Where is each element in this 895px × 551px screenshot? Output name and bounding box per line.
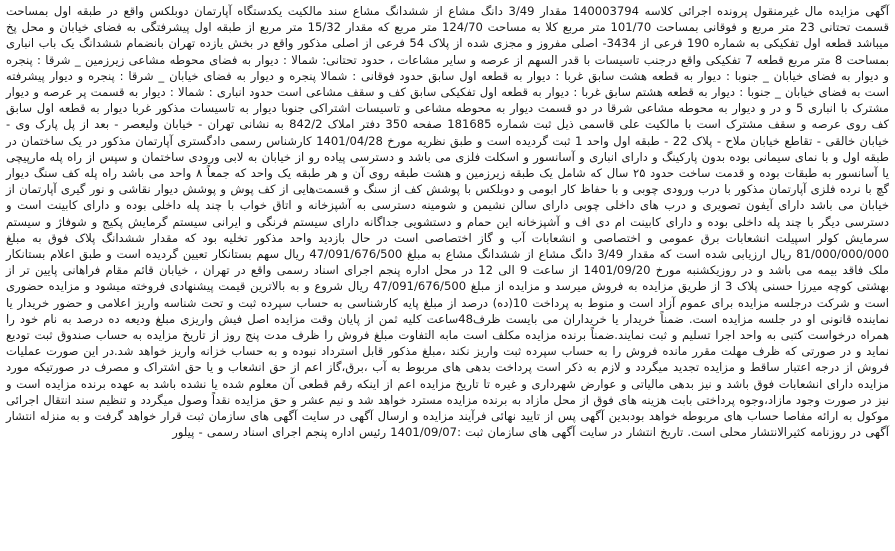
- auction-notice-body: آگهی مزایده مال غیرمنقول پرونده اجرائی کلاسه 140003794 مقدار 3/49 دانگ مشاع از ششدانگ مشاع سند مالکیت یکدستگاه آپارتمان دوبلکس واقع در طبقه اول بمساحت قسمت تحتانی 23 متر مربع و فوقانی بمساحت 101/70 متر مربع کلا به مساحت 124/70 متر مربع که مقدار 15/32 متر مربع از طبقه اول پیشرفتگی به فضای خیابان و محل پخ میباشد قطعه اول تفکیکی به شماره 190 فرعی از 3434- اصلی مفروز و مجزی شده از پلاک 54 فرعی از اصلی مذکور واقع در بخش یازده تهران بانضمام ششدانگ یک باب انباری بمساحت 8 متر مربع قطعه 7 تفکیکی واقع درجنب تاسیسات با قدر السهم از عرصه و سایر مشاعات ، حدود تحتانی: شمالا : دیوار به فضای محوطه مشاعی زیرزمین _ شرقا : پنجره و دیوار به فضای خیابان _ جنوبا : دیوار به قطعه هشت سابق غربا : دیوار به قطعه اول سابق حدود فوقانی : شمالا پنجره و دیوار به فضای خیابان _ شرقا : پنجره و دیوار پیشرفته است به فضای خیابان _ جنوبا : دیوار به قطعه هشتم سابق غربا : دیوار به قطعه اول تفکیکی سابق کف و سقف مشاعی است حدود انباری : شمالا : دیوار به قسمت پر عرصه و دیوار مشترک با انباری 5 و در و دیوار به محوطه مشاعی شرقا در دو قسمت دیوار به محوطه مشاعی و تاسیسات اشتراکی جنوبا دیوار به تاسیسات مذکور غربا دیوار به قطعه اول سابق کف روی عرصه و سقف مشترک است با مالکیت علی قاسمی ذیل ثبت شماره 181685 صفحه 350 دفتر املاک 842/2 به نشانی تهران - خیابان ولیعصر - بعد از پل پارک وی - خیابان خالقی - تقاطع خیابان ملاح - پلاک 22 - طبقه اول واحد 1 ثبت گردیده است و طبق نظریه مورخ 1401/04/28 کارشناس رسمی دادگستری آپارتمان مذکور در یک ساختمان در طبقه اول و با نمای سیمانی بوده بدون پارکینگ و دارای انباری و آسانسور و اسکلت فلزی می باشد و دسترسی پیاده رو از خیابان به لابی ورودی ساختمان و سپس از راه پله مارپیچی یا آسانسور به طبقات بوده و قدمت ساخت حدود ۲۵ سال که شامل یک طبقه زیرزمین و هشت طبقه روی آن و هر طبقه یک واحد که جمعاً ۸ واحد می باشد راه پله کف سنگ دیوار گچ با نرده فلزی آپارتمان مذکور با درب ورودی چوبی و با حفاظ کار ابومی و دوبلکس با پوشش کف از سنگ و قسمت‌هایی از کف پوش و پوشش دیوار نقاشی و نور گیری آپارتمان از خیابان می باشد دارای آیفون تصویری و درب های داخلی چوبی دارای سالن نشیمن و شومینه دسترسی به آشپزخانه و اتاق خواب با چند پله داخلی بوده و دارای کابینت است و دسترسی دیگر با چند پله داخلی بوده و دارای کابینت ام دی اف و آشپزخانه این حمام و دستشویی جداگانه دارای سیستم فرنگی و ایرانی سیستم گرمایش پکیج و شوفاژ و سیستم سرمایش کولر اسپیلت انشعابات برق عمومی و اختصاصی و انشعابات آب و گاز اختصاصی است در حال بازدید واحد مذکور تخلیه بود که مقدار ششدانگ پلاک فوق به مبلغ 81/000/000/000 ریال ارزیابی شده است که مقدار 3/49 دانگ مشاع از ششدانگ مشاع به مبلغ 47/091/676/500 ریال سهم بستانکار تعیین گردیده است و طبق اعلام بستانکار ملک فاقد بیمه می باشد و در روزیکشنبه مورخ 1401/09/20 از ساعت 9 الی 12 در محل اداره پنجم اجرای اسناد رسمی واقع در تهران ، خیابان قائم مقام فراهانی پایین تر از بهشتی کوچه میرزا حسنی پلاک 3 از طریق مزایده به فروش میرسد و مزایده از مبلغ 47/091/676/500 ریال شروع و به بالاترین قیمت پیشنهادی فروخته میشود و مزایده حضوری است و شرکت درجلسه مزایده برای عموم آزاد است و منوط به پرداخت 10(ده) درصد از مبلغ پایه کارشناسی به حساب سپرده ثبت و تحت شناسه واریز اعلامی و حضور خریدار یا نماینده قانونی او در جلسه مزایده است. ضمناً خریدار یا خریداران می بایست ظرف48ساعت کلیه ثمن از پایان وقت مزایده اصل فیش واریزی مبلغ ودیعه ده درصد به نام خود را همراه درخواست کتبی به واحد اجرا تسلیم و ثبت نمایند.ضمناً برنده مزایده مکلف است مابه التفاوت مبلغ فروش را ظرف مدت پنج روز از تاریخ مزایده به حساب صندوق ثبت تودیع نماید و در صورتی که ظرف مهلت مقرر مانده فروش را به حساب سپرده ثبت واریز نکند ،مبلغ مذکور قابل استرداد نبوده و به حساب خزانه واریز خواهد شد.در این صورت عملیات فروش از درجه اعتبار ساقط و مزایده تجدید میگردد و لازم به ذکر است پرداخت بدهی های مربوط به آب ،برق،گاز اعم از حق انشعاب و یا حق اشتراک و مصرف در صورتیکه مورد مزایده دارای انشعابات فوق باشد و نیز بدهی مالیاتی و عوارض شهرداری و غیره تا تاریخ مزایده اعم از اینکه رقم قطعی آن معلوم شده یا نشده باشد به عهده برنده مزایده است و نیز در صورت وجود مازاد،وجوه پرداختی بابت هزینه های فوق از محل مازاد به برنده مزایده مسترد خواهد شد و نیم عشر و حق مزایده نقداً وصول میگردد و تنظیم سند انتقال اجرائی موکول به ارائه مفاصا حساب های مربوطه خواهد بودبدین آگهی پس از تایید نهائی فرآیند مزایده و ارسال آگهی در سایت آگهی های سازمان ثبت قرار خواهد گرفت و به منزله انتشار آگهی در روزنامه کثیرالانتشار محلی است. تاریخ انتشار در سایت آگهی های سازمان ثبت :1401/09/07 رئیس اداره پنجم اجرای اسناد رسمی - پیلور: [6, 4, 890, 440]
